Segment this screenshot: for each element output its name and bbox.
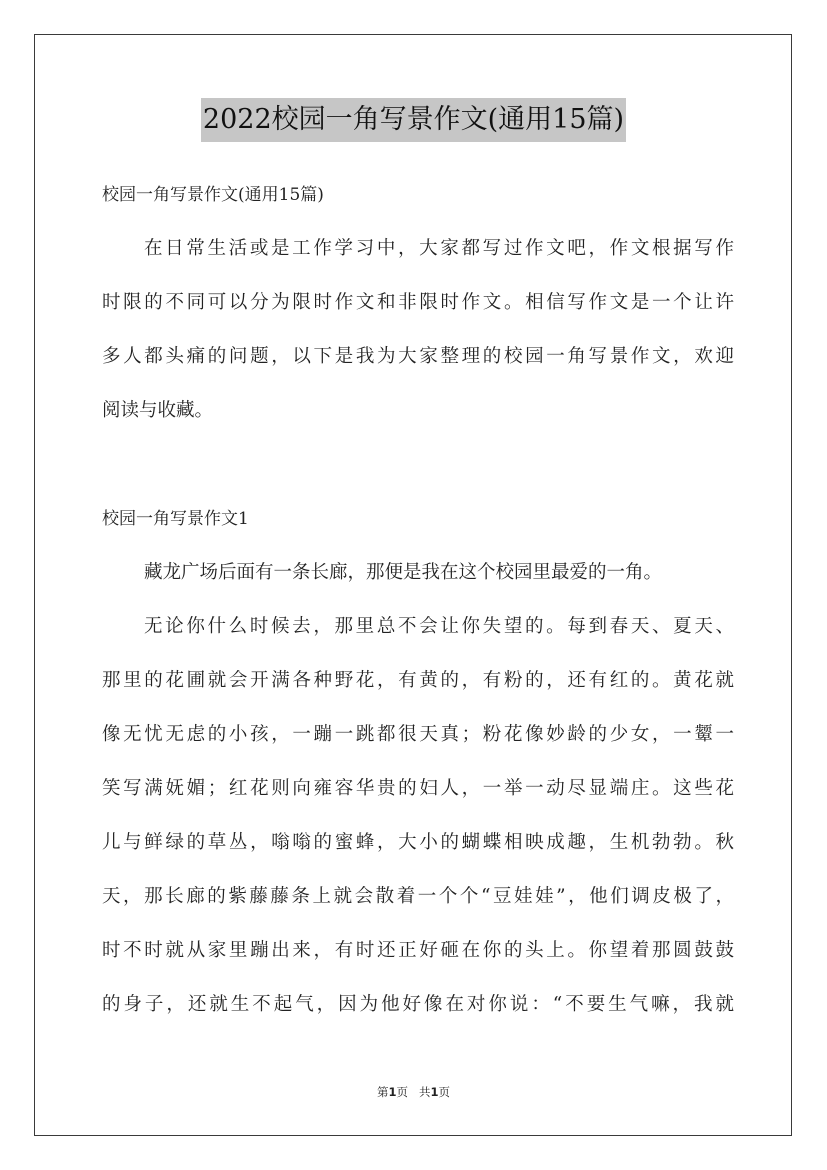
paragraph-line: 笑写满妩媚；红花则向雍容华贵的妇人，一举一动尽显端庄。这些花 — [102, 778, 734, 799]
total-prefix: 共 — [418, 1085, 431, 1099]
total-pages: 1 — [430, 1085, 439, 1099]
intro-line: 时限的不同可以分为限时作文和非限时作文。相信写作文是一个让许 — [102, 292, 734, 313]
intro-line: 在日常生活或是工作学习中，大家都写过作文吧，作文根据写作 — [144, 238, 734, 259]
intro-line: 阅读与收藏。 — [102, 400, 214, 421]
paragraph-spacer — [102, 438, 734, 492]
page-suffix: 页 — [396, 1085, 409, 1099]
intro-line: 多人都头痛的问题，以下是我为大家整理的校园一角写景作文，欢迎 — [102, 346, 734, 367]
paragraph-line: 无论你什么时候去，那里总不会让你失望的。每到春天、夏天、 — [144, 616, 734, 637]
paragraph-line: 像无忧无虑的小孩，一蹦一跳都很天真；粉花像妙龄的少女，一颦一 — [102, 724, 734, 745]
document-body — [102, 168, 734, 1032]
section-heading: 校园一角写景作文1 — [102, 509, 249, 529]
paragraph-line: 时不时就从家里蹦出来，有时还正好砸在你的头上。你望着那圆鼓鼓 — [102, 940, 734, 961]
page-prefix: 第 — [377, 1085, 389, 1099]
page-number: 1 — [388, 1085, 397, 1099]
document-subtitle: 校园一角写景作文(通用15篇) — [102, 185, 324, 205]
paragraph-line: 那里的花圃就会开满各种野花，有黄的，有粉的，还有红的。黄花就 — [102, 670, 734, 691]
total-suffix: 页 — [438, 1085, 450, 1099]
document-title: 2022校园一角写景作文(通用15篇) — [201, 98, 626, 142]
title-area — [0, 98, 827, 142]
paragraph-line: 天，那长廊的紫藤藤条上就会散着一个个“豆娃娃”，他们调皮极了， — [102, 886, 734, 907]
paragraph-line: 儿与鲜绿的草丛，嗡嗡的蜜蜂，大小的蝴蝶相映成趣，生机勃勃。秋 — [102, 832, 734, 853]
page-footer — [0, 1084, 827, 1100]
paragraph-line: 藏龙广场后面有一条长廊，那便是我在这个校园里最爱的一角。 — [144, 562, 663, 583]
paragraph-line: 的身子，还就生不起气，因为他好像在对你说：“不要生气嘛，我就 — [102, 994, 734, 1015]
